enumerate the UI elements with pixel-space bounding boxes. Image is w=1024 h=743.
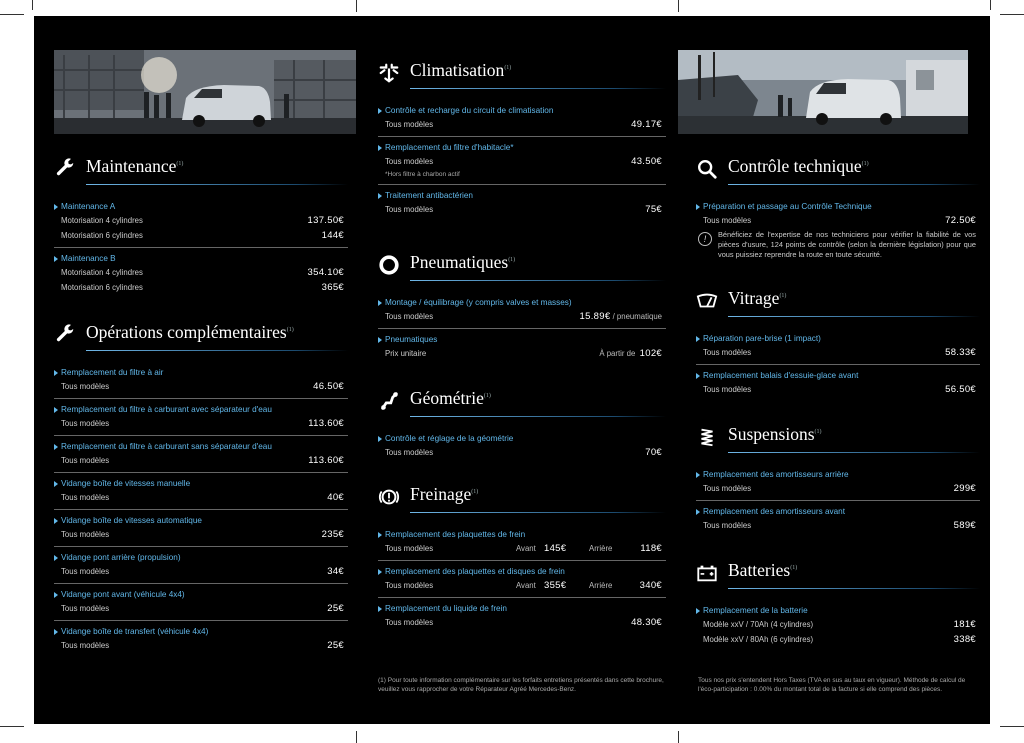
row-price: 58.33€ — [945, 347, 976, 358]
price-row — [696, 481, 980, 496]
row-label: Tous modèles — [61, 419, 110, 428]
row-price: 43.50€ — [631, 156, 662, 167]
row-price: 137.50€ — [307, 215, 344, 226]
crop-mark — [32, 0, 33, 10]
row-price: 113.60€ — [308, 455, 344, 466]
batteries-section — [676, 556, 990, 651]
item-title: Vidange boîte de vitesses manuelle — [54, 478, 348, 490]
price-item — [696, 196, 980, 266]
item-title: Maintenance B — [54, 253, 348, 265]
row-price: 299€ — [953, 483, 976, 494]
price-row — [378, 154, 666, 169]
section-header — [358, 480, 676, 520]
row-label: Tous modèles — [61, 382, 110, 391]
price-item — [378, 598, 666, 634]
item-title: Remplacement de la batterie — [696, 605, 980, 617]
row-label: Tous modèles — [703, 385, 752, 394]
crop-mark — [0, 726, 24, 727]
section-title: Contrôle technique$^{(1)}$ — [728, 156, 869, 176]
section-title: Maintenance$^{(1)}$ — [86, 156, 184, 176]
price-item — [696, 501, 980, 537]
price-row — [54, 280, 348, 295]
price-row — [54, 416, 348, 431]
section-title: Opérations complémentaires$^{(1)}$ — [86, 322, 294, 342]
section-header — [358, 384, 676, 424]
crop-mark — [990, 0, 991, 10]
item-title: Maintenance A — [54, 201, 348, 213]
price-row — [378, 541, 666, 556]
item-title: Réparation pare-brise (1 impact) — [696, 333, 980, 345]
price-item — [378, 100, 666, 137]
row-price: 46.50€ — [313, 381, 344, 392]
price-row — [696, 382, 980, 397]
price-row — [696, 518, 980, 533]
price-row — [54, 379, 348, 394]
price-row — [54, 453, 348, 468]
maintenance-section — [34, 152, 358, 299]
row-label: Tous modèles — [385, 312, 434, 321]
section-title: Climatisation$^{(1)}$ — [410, 60, 512, 80]
pneumatiques-section — [358, 248, 676, 365]
row-price: 235€ — [321, 529, 344, 540]
price-row — [696, 632, 980, 647]
section-header — [676, 284, 990, 324]
item-title: Remplacement du filtre à carburant sans séparateur d'eau — [54, 441, 348, 453]
row-label: Motorisation 6 cylindres — [61, 283, 143, 292]
price-item — [54, 621, 348, 657]
row-label: Tous modèles — [61, 604, 110, 613]
row-price: 25€ — [327, 640, 344, 651]
crop-mark — [356, 0, 357, 12]
row-label: Tous modèles — [385, 544, 434, 553]
price-item — [54, 436, 348, 473]
row-price: 15.89€ — [579, 311, 611, 322]
section-divider — [728, 316, 980, 317]
item-title: Remplacement du filtre d'habitacle* — [378, 142, 666, 154]
row-label: Tous modèles — [61, 456, 110, 465]
row-price: 48.30€ — [631, 617, 662, 628]
row-price: 589€ — [953, 520, 976, 531]
price-item — [54, 399, 348, 436]
panel-left — [34, 16, 358, 724]
spring-icon — [696, 426, 718, 448]
front-label: Avant — [516, 544, 536, 553]
price-item — [54, 584, 348, 621]
row-price: 49.17€ — [631, 119, 662, 130]
price-item — [54, 196, 348, 248]
section-divider — [728, 184, 980, 185]
brake-warning-icon — [378, 486, 400, 508]
price-item — [54, 473, 348, 510]
section-header — [676, 420, 990, 460]
info-text: Bénéficiez de l'expertise de nos techniciens pour vérifier la fiabilité de vos pièces d'usure, 124 points de contrôle (selon la dernière législation) pour que vous puissiez reprendre la route en toute sécurité. — [718, 230, 976, 259]
price-prefix: À partir de — [599, 349, 636, 358]
row-label: Tous modèles — [703, 484, 752, 493]
row-label: Tous modèles — [385, 205, 434, 214]
item-title: Contrôle et recharge du circuit de climatisation — [378, 105, 666, 117]
row-price: 102€ — [639, 348, 662, 359]
section-title: Batteries$^{(1)}$ — [728, 560, 798, 580]
section-title: Freinage$^{(1)}$ — [410, 484, 479, 504]
row-price: 34€ — [327, 566, 344, 577]
item-title: Remplacement balais d'essuie-glace avant — [696, 370, 980, 382]
price-row — [54, 213, 348, 228]
rear-label: Arrière — [589, 544, 613, 553]
row-price-group — [580, 309, 662, 324]
item-title: Remplacement du filtre à air — [54, 367, 348, 379]
row-price: 72.50€ — [945, 215, 976, 226]
price-item — [378, 428, 666, 464]
price-row — [378, 578, 666, 593]
price-row — [696, 213, 980, 228]
section-divider — [410, 88, 666, 89]
section-divider — [410, 416, 666, 417]
price-item — [378, 185, 666, 221]
section-header — [676, 152, 990, 192]
air-conditioning-icon — [378, 62, 400, 84]
row-label: Tous modèles — [61, 493, 110, 502]
price-row — [378, 309, 666, 324]
section-header — [34, 152, 358, 192]
row-label: Modèle xxV / 70Ah (4 cylindres) — [703, 620, 814, 629]
price-row — [54, 228, 348, 243]
price-row — [54, 601, 348, 616]
section-header — [676, 556, 990, 596]
item-title: Remplacement des plaquettes et disques de frein — [378, 566, 666, 578]
price-row — [54, 564, 348, 579]
row-label: Prix unitaire — [385, 349, 427, 358]
price-item — [696, 365, 980, 401]
row-price: 25€ — [327, 603, 344, 614]
info-icon: ! — [698, 232, 712, 246]
section-header — [358, 56, 676, 96]
item-title: Remplacement des amortisseurs arrière — [696, 469, 980, 481]
brochure-sheet — [34, 16, 990, 724]
row-label: Tous modèles — [385, 120, 434, 129]
price-item — [378, 137, 666, 185]
wrench-icon — [54, 158, 76, 180]
item-title: Montage / équilibrage (y compris valves et masses) — [378, 297, 666, 309]
row-price: 181€ — [953, 619, 976, 630]
geometrie-section — [358, 384, 676, 464]
price-item — [378, 292, 666, 329]
row-price: 56.50€ — [945, 384, 976, 395]
front-price: 145€ — [544, 543, 567, 554]
section-header — [34, 318, 358, 358]
row-price: 338€ — [953, 634, 976, 645]
item-title: Vidange boîte de transfert (véhicule 4x4) — [54, 626, 348, 638]
price-item — [696, 464, 980, 501]
row-label: Motorisation 6 cylindres — [61, 231, 143, 240]
price-item — [378, 329, 666, 365]
tire-icon — [378, 254, 400, 276]
price-item — [696, 328, 980, 365]
front-price: 355€ — [544, 580, 567, 591]
price-row — [378, 445, 666, 460]
price-row — [378, 346, 666, 361]
item-title: Vidange pont avant (véhicule 4x4) — [54, 589, 348, 601]
price-row — [54, 265, 348, 280]
price-row — [696, 617, 980, 632]
price-row — [378, 202, 666, 217]
item-title: Vidange pont arrière (propulsion) — [54, 552, 348, 564]
section-header — [358, 248, 676, 288]
section-divider — [86, 184, 348, 185]
section-title: Suspensions$^{(1)}$ — [728, 424, 822, 444]
photo-illustration — [678, 50, 968, 134]
crop-mark — [0, 14, 24, 15]
freinage-section — [358, 480, 676, 634]
row-label: Tous modèles — [61, 567, 110, 576]
footnote: Tous nos prix s'entendent Hors Taxes (TVA en sus au taux en vigueur). Méthode de calcul de l'éco-participation : 0.00% du montant total de la facture si elle comprend des pièces. — [698, 677, 966, 693]
item-title: Contrôle et réglage de la géométrie — [378, 433, 666, 445]
price-item — [378, 561, 666, 598]
row-label: Tous modèles — [61, 530, 110, 539]
price-item — [54, 547, 348, 584]
row-label: Tous modèles — [385, 581, 434, 590]
row-label: Tous modèles — [703, 521, 752, 530]
section-title: Pneumatiques$^{(1)}$ — [410, 252, 516, 272]
vitrage-section — [676, 284, 990, 401]
section-divider — [410, 280, 666, 281]
price-item — [696, 600, 980, 651]
crop-mark — [1000, 726, 1024, 727]
item-title: Traitement antibactérien — [378, 190, 666, 202]
price-row — [378, 117, 666, 132]
section-divider — [728, 588, 980, 589]
price-item — [54, 510, 348, 547]
item-title: Vidange boîte de vitesses automatique — [54, 515, 348, 527]
price-suffix: / pneumatique — [612, 312, 662, 321]
front-label: Avant — [516, 581, 536, 590]
row-price: 113.60€ — [308, 418, 344, 429]
row-price: 144€ — [321, 230, 344, 241]
item-title: Remplacement du liquide de frein — [378, 603, 666, 615]
panel-middle — [358, 16, 676, 724]
row-label: Tous modèles — [385, 157, 434, 166]
item-title: Préparation et passage au Contrôle Technique — [696, 201, 980, 213]
item-title: Remplacement des amortisseurs avant — [696, 506, 980, 518]
footnote: (1) Pour toute information complémentaire sur les forfaits entretiens présentés dans cette brochure, veuillez vous rapprocher de votre Réparateur Agréé Mercedes-Benz. — [378, 677, 664, 693]
price-row — [54, 527, 348, 542]
wrench-icon — [54, 324, 76, 346]
row-price: 354.10€ — [307, 267, 344, 278]
row-label: Tous modèles — [703, 216, 752, 225]
price-row — [696, 345, 980, 360]
price-item — [54, 248, 348, 299]
price-row — [54, 638, 348, 653]
windshield-wiper-icon — [696, 290, 718, 312]
crop-mark — [678, 0, 679, 12]
suspensions-section — [676, 420, 990, 537]
section-title: Géométrie$^{(1)}$ — [410, 388, 491, 408]
price-row — [54, 490, 348, 505]
row-label: Motorisation 4 cylindres — [61, 268, 143, 277]
row-price: 40€ — [327, 492, 344, 503]
row-label: Tous modèles — [61, 641, 110, 650]
crop-mark — [356, 731, 357, 743]
price-item — [54, 362, 348, 399]
section-divider — [410, 512, 666, 513]
item-title: Remplacement du filtre à carburant avec séparateur d'eau — [54, 404, 348, 416]
controle-section — [676, 152, 990, 266]
item-title: Pneumatiques — [378, 334, 666, 346]
steering-geometry-icon — [378, 390, 400, 412]
rear-price: 340€ — [639, 580, 662, 591]
price-item — [378, 524, 666, 561]
info-paragraph — [696, 228, 980, 262]
row-label: Motorisation 4 cylindres — [61, 216, 143, 225]
row-label: Tous modèles — [703, 348, 752, 357]
photo-illustration — [54, 50, 356, 134]
section-divider — [86, 350, 348, 351]
row-price: 70€ — [645, 447, 662, 458]
section-title: Vitrage$^{(1)}$ — [728, 288, 787, 308]
climatisation-section — [358, 56, 676, 221]
magnifier-icon — [696, 158, 718, 180]
row-label: Modèle xxV / 80Ah (6 cylindres) — [703, 635, 814, 644]
panel-right — [676, 16, 990, 724]
price-row — [378, 615, 666, 630]
row-price-group — [599, 346, 662, 361]
item-note: *Hors filtre à charbon actif — [385, 171, 460, 178]
van-construction-photo — [54, 50, 356, 134]
battery-icon — [696, 562, 718, 584]
row-price: 365€ — [321, 282, 344, 293]
row-price: 75€ — [645, 204, 662, 215]
row-label: Tous modèles — [385, 448, 434, 457]
row-label: Tous modèles — [385, 618, 434, 627]
rear-label: Arrière — [589, 581, 613, 590]
van-harbour-photo — [678, 50, 968, 134]
crop-mark — [678, 731, 679, 743]
item-title: Remplacement des plaquettes de frein — [378, 529, 666, 541]
operations-section — [34, 318, 358, 657]
section-divider — [728, 452, 980, 453]
rear-price: 118€ — [640, 543, 662, 554]
crop-mark — [1000, 14, 1024, 15]
